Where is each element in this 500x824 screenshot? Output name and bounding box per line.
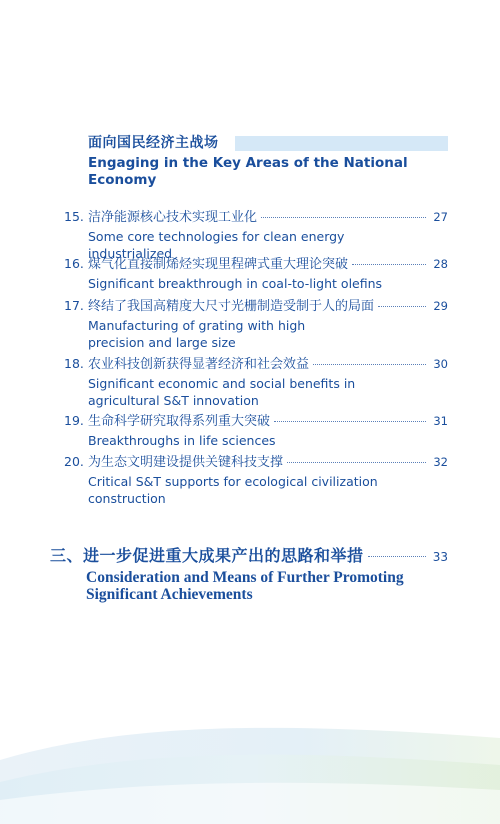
dot-leader	[274, 420, 426, 422]
toc-item-title-zh: 洁净能源核心技术实现工业化	[88, 210, 258, 225]
toc-item-number: 17.	[64, 298, 84, 313]
toc-item-title-en: Breakthroughs in life sciences	[88, 433, 276, 448]
toc-item-page: 32	[433, 455, 448, 469]
toc-list	[64, 208, 448, 510]
chapter-title-zh: 三、进一步促进重大成果产出的思路和举措	[50, 546, 364, 565]
toc-item[interactable]	[64, 208, 448, 261]
toc-item[interactable]	[64, 297, 448, 355]
toc-item-number: 20.	[64, 454, 84, 469]
chapter-page: 33	[432, 550, 448, 564]
section-title-zh: 面向国民经济主战场	[88, 135, 219, 151]
dot-leader	[313, 363, 426, 365]
dot-leader	[378, 305, 426, 307]
toc-item-page: 29	[433, 299, 448, 313]
toc-item-page: 28	[433, 257, 448, 271]
toc-item-title-zh: 为生态文明建设提供关键科技支撑	[88, 455, 284, 470]
toc-item-title-en: Critical S&T supports for ecological civilization construction	[88, 474, 378, 506]
dot-leader	[261, 216, 426, 218]
dot-leader	[352, 263, 426, 265]
toc-item-number: 15.	[64, 209, 84, 224]
toc-item-title-zh: 农业科技创新获得显著经济和社会效益	[88, 357, 310, 372]
toc-item-title-en: Significant breakthrough in coal-to-light olefins	[88, 276, 383, 291]
toc-item-page: 27	[433, 210, 448, 224]
toc-item[interactable]	[64, 412, 448, 453]
toc-item-title-en: Significant economic and social benefits in agricultural S&T innovation	[88, 376, 356, 408]
toc-item-number: 18.	[64, 356, 84, 371]
toc-item-title-zh: 生命科学研究取得系列重大突破	[88, 414, 271, 429]
chapter-entry[interactable]	[50, 543, 448, 603]
toc-item-title-zh: 煤气化直接制烯烃实现里程碑式重大理论突破	[88, 257, 349, 272]
toc-item-title-en: Some core technologies for clean energy industrialized	[88, 229, 345, 261]
toc-item-page: 31	[433, 414, 448, 428]
toc-item-number: 16.	[64, 256, 84, 271]
toc-item-number: 19.	[64, 413, 84, 428]
toc-item[interactable]	[64, 255, 448, 297]
chapter-title-en: Consideration and Means of Further Promoting Significant Achievements	[86, 569, 404, 603]
section-title-en: Engaging in the Key Areas of the National Economy	[88, 155, 408, 188]
toc-item-title-en: Manufacturing of grating with high precision and large size	[88, 318, 306, 350]
decorative-waves	[0, 720, 500, 824]
toc-item-page: 30	[433, 357, 448, 371]
section-header	[88, 132, 448, 189]
dot-leader	[287, 461, 426, 463]
dot-leader	[368, 556, 426, 557]
toc-item-title-zh: 终结了我国高精度大尺寸光栅制造受制于人的局面	[88, 299, 375, 314]
toc-item[interactable]	[64, 453, 448, 510]
toc-item[interactable]	[64, 355, 448, 412]
